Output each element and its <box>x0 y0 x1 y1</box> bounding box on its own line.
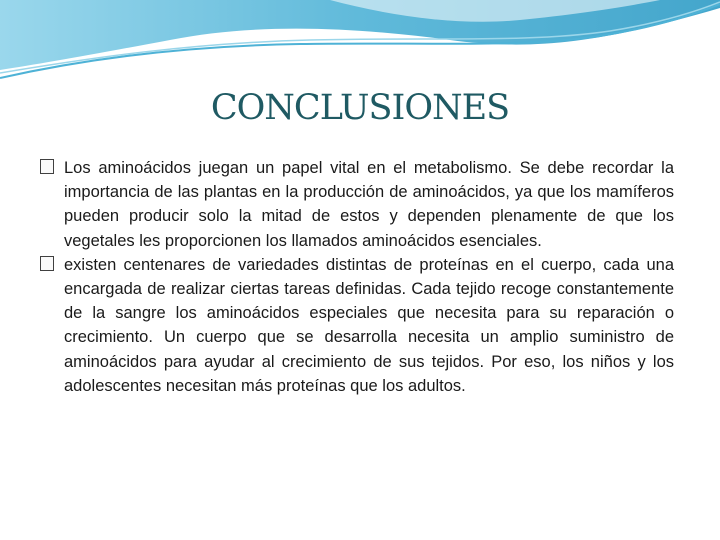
bullet-list <box>40 156 674 398</box>
bullet-item <box>40 253 674 398</box>
square-bullet-icon <box>40 256 54 271</box>
square-bullet-icon <box>40 159 54 174</box>
wave-band <box>0 0 720 70</box>
bullet-item <box>40 156 674 253</box>
bullet-text: existen centenares de variedades distintas de proteínas en el cuerpo, cada una encargada de realizar ciertas tareas definidas. Cada tejido recoge constantemente de la sangre los aminoácidos especiales que necesita para su reparación o crecimiento. Un cuerpo que se desarrolla necesita un amplio suministro de aminoácidos para ayudar al crecimiento de sus tejidos. Por eso, los niños y los adolescentes necesitan más proteínas que los adultos. <box>64 255 674 395</box>
wave-decoration <box>0 0 720 90</box>
slide-title: CONCLUSIONES <box>210 88 510 128</box>
bullet-text: Los aminoácidos juegan un papel vital en el metabolismo. Se debe recordar la importancia de las plantas en la producción de aminoácidos, ya que los mamíferos pueden producir solo la mitad de estos y dependen plenamente de que los vegetales les proporcionen los llamados aminoácidos esenciales. <box>64 159 674 250</box>
